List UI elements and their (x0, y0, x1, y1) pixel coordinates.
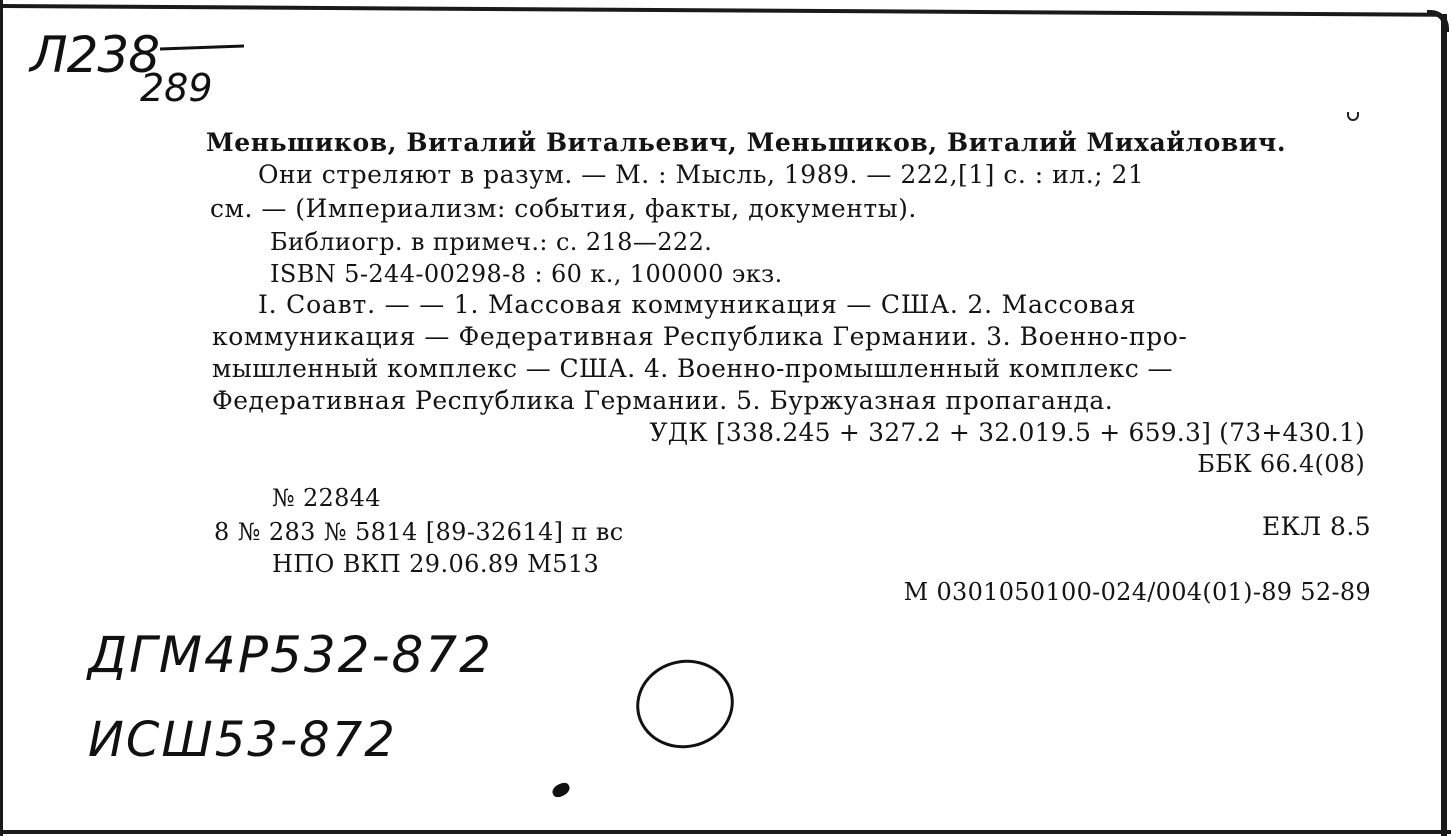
card-border-left (0, 0, 3, 836)
card-order-line: 8 № 283 № 5814 [89-32614] п вс (214, 518, 624, 546)
card-border-right (1441, 14, 1447, 836)
card-ekl: ЕКЛ 8.5 (1262, 512, 1371, 541)
handwritten-fraction-bar (160, 45, 244, 51)
small-pencil-mark (1347, 112, 1359, 121)
card-border-bottom (0, 830, 1451, 834)
entry-subjects-line-3: мышленный комплекс — США. 4. Военно-промышленный комплекс — (212, 354, 1173, 383)
ink-blot (550, 781, 571, 799)
entry-bbk: ББК 66.4(08) (1197, 450, 1365, 478)
card-number: № 22844 (272, 484, 381, 512)
entry-authors: Меньшиков, Виталий Витальевич, Меньшиков, Виталий Михайлович. (206, 128, 1287, 157)
handwritten-code-1: ДГМ4Р532-872 (88, 626, 493, 684)
entry-udk: УДК [338.245 + 327.2 + 32.019.5 + 659.3] (73+430.1) (649, 418, 1365, 447)
card-npo-line: НПО ВКП 29.06.89 М513 (272, 550, 600, 578)
entry-subjects-line-1: I. Соавт. — — 1. Массовая коммуникация — США. 2. Массовая (258, 290, 1137, 319)
entry-subjects-line-2: коммуникация — Федеративная Республика Германии. 3. Военно-про- (212, 322, 1188, 351)
entry-title-line-2: см. — (Империализм: события, факты, документы). (210, 194, 917, 223)
card-publisher-code: М 0301050100-024/004(01)-89 52-89 (903, 578, 1371, 606)
handwritten-shelf-denominator: 289 (140, 66, 213, 110)
entry-title-line-1: Они стреляют в разум. — М. : Мысль, 1989. — 222,[1] с. : ил.; 21 (258, 160, 1145, 189)
entry-bibliography-note: Библиогр. в примеч.: с. 218—222. (270, 228, 713, 256)
entry-isbn: ISBN 5-244-00298-8 : 60 к., 100000 экз. (270, 260, 783, 288)
card-border-top (0, 4, 1440, 17)
handwritten-code-2: ИСШ53-872 (88, 712, 397, 768)
entry-subjects-line-4: Федеративная Республика Германии. 5. Буржуазная пропаганда. (212, 386, 1114, 415)
hand-drawn-circle-mark (628, 651, 742, 757)
handwritten-shelf-number: Л238 (30, 26, 160, 84)
